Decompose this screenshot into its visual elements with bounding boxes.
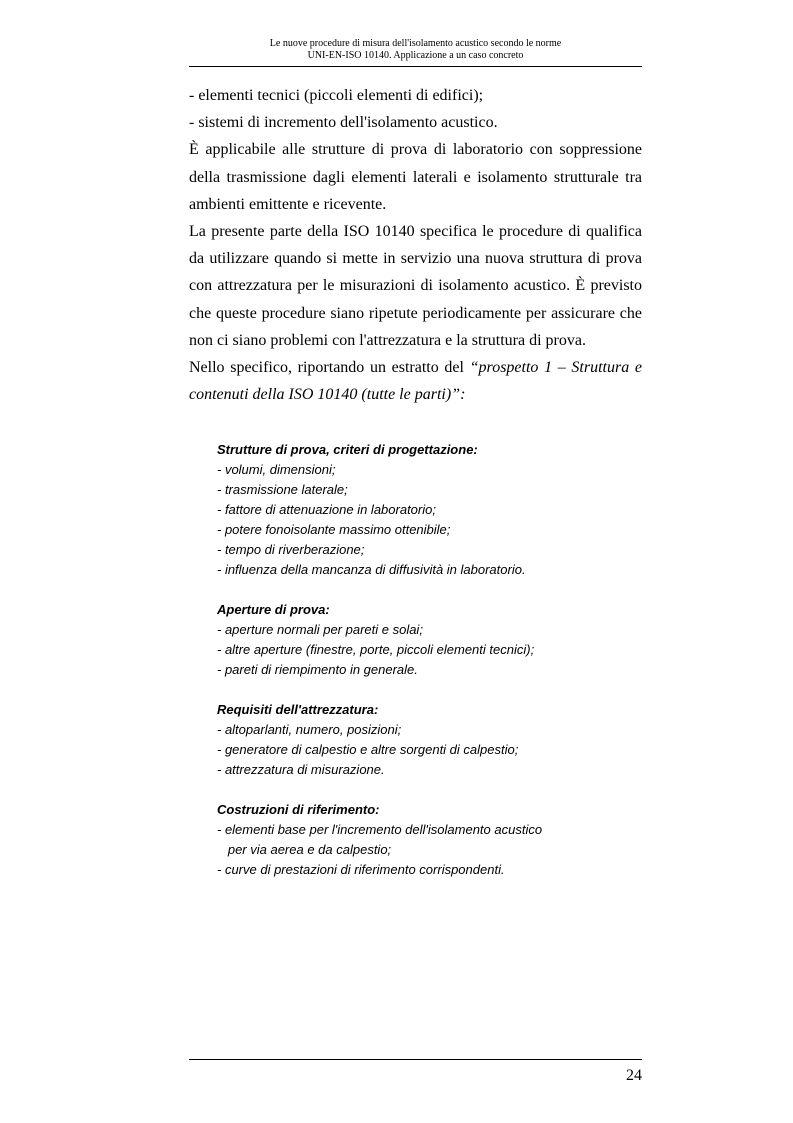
- excerpt-group-title: Costruzioni di riferimento:: [217, 802, 380, 817]
- excerpt-intro-lead: Nello specifico, riportando un estratto del: [189, 359, 470, 377]
- excerpt-item: - influenza della mancanza di diffusività in laboratorio.: [217, 562, 526, 577]
- excerpt-item: - elementi base per l'incremento dell'isolamento acustico: [217, 822, 543, 837]
- excerpt-group-title: Strutture di prova, criteri di progettazione:: [217, 442, 478, 457]
- excerpt-group: [217, 440, 617, 580]
- excerpt-group-title: Requisiti dell'attrezzatura:: [217, 702, 379, 717]
- header-divider: [189, 66, 642, 67]
- excerpt-group: [217, 700, 617, 780]
- excerpt-block: [217, 440, 617, 900]
- footer-divider: [189, 1059, 642, 1060]
- excerpt-item: - generatore di calpestio e altre sorgenti di calpestio;: [217, 742, 519, 757]
- excerpt-item: - aperture normali per pareti e solai;: [217, 622, 423, 637]
- page-number: 24: [626, 1067, 642, 1084]
- excerpt-item: - altoparlanti, numero, posizioni;: [217, 722, 402, 737]
- excerpt-item: - curve di prestazioni di riferimento corrispondenti.: [217, 862, 505, 877]
- excerpt-item: - potere fonoisolante massimo ottenibile;: [217, 522, 451, 537]
- running-header-line-1: Le nuove procedure di misura dell'isolamento acustico secondo le norme: [269, 38, 562, 49]
- excerpt-item: - altre aperture (finestre, porte, piccoli elementi tecnici);: [217, 642, 535, 657]
- excerpt-item: - volumi, dimensioni;: [217, 462, 336, 477]
- excerpt-item: - attrezzatura di misurazione.: [217, 762, 385, 777]
- excerpt-item: - pareti di riempimento in generale.: [217, 662, 418, 677]
- excerpt-item: per via aerea e da calpestio;: [217, 842, 392, 857]
- excerpt-item: - fattore di attenuazione in laboratorio;: [217, 502, 436, 517]
- list-item-insulation-systems: - sistemi di incremento dell'isolamento acustico.: [189, 114, 498, 132]
- body-text: [189, 82, 642, 408]
- list-item-technical-elements: - elementi tecnici (piccoli elementi di edifici);: [189, 87, 484, 104]
- excerpt-intro-quote: “prospetto 1 – Struttura e contenuti della ISO 10140 (tutte le parti)”:: [189, 359, 643, 404]
- excerpt-group-title: Aperture di prova:: [217, 602, 330, 617]
- paragraph-excerpt-intro: [189, 354, 642, 408]
- excerpt-item: - trasmissione laterale;: [217, 482, 348, 497]
- excerpt-group: [217, 800, 617, 880]
- running-header: [189, 38, 642, 62]
- excerpt-item: - tempo di riverberazione;: [217, 542, 365, 557]
- paragraph-qualification: La presente parte della ISO 10140 specifica le procedure di qualifica da utilizzare quando si mette in servizio una nuova struttura di prova con attrezzatura per le misurazioni di isolamento acustico. È previsto che queste procedure siano ripetute periodicamente per assicurare che non ci siano problemi con l'attrezzatura e la struttura di prova.: [189, 223, 642, 349]
- paragraph-applicability: È applicabile alle strutture di prova di laboratorio con soppressione della trasmissione dagli elementi laterali e isolamento strutturale tra ambienti emittente e ricevente.: [189, 141, 642, 213]
- running-header-line-2: UNI-EN-ISO 10140. Applicazione a un caso concreto: [307, 50, 524, 61]
- excerpt-group: [217, 600, 617, 680]
